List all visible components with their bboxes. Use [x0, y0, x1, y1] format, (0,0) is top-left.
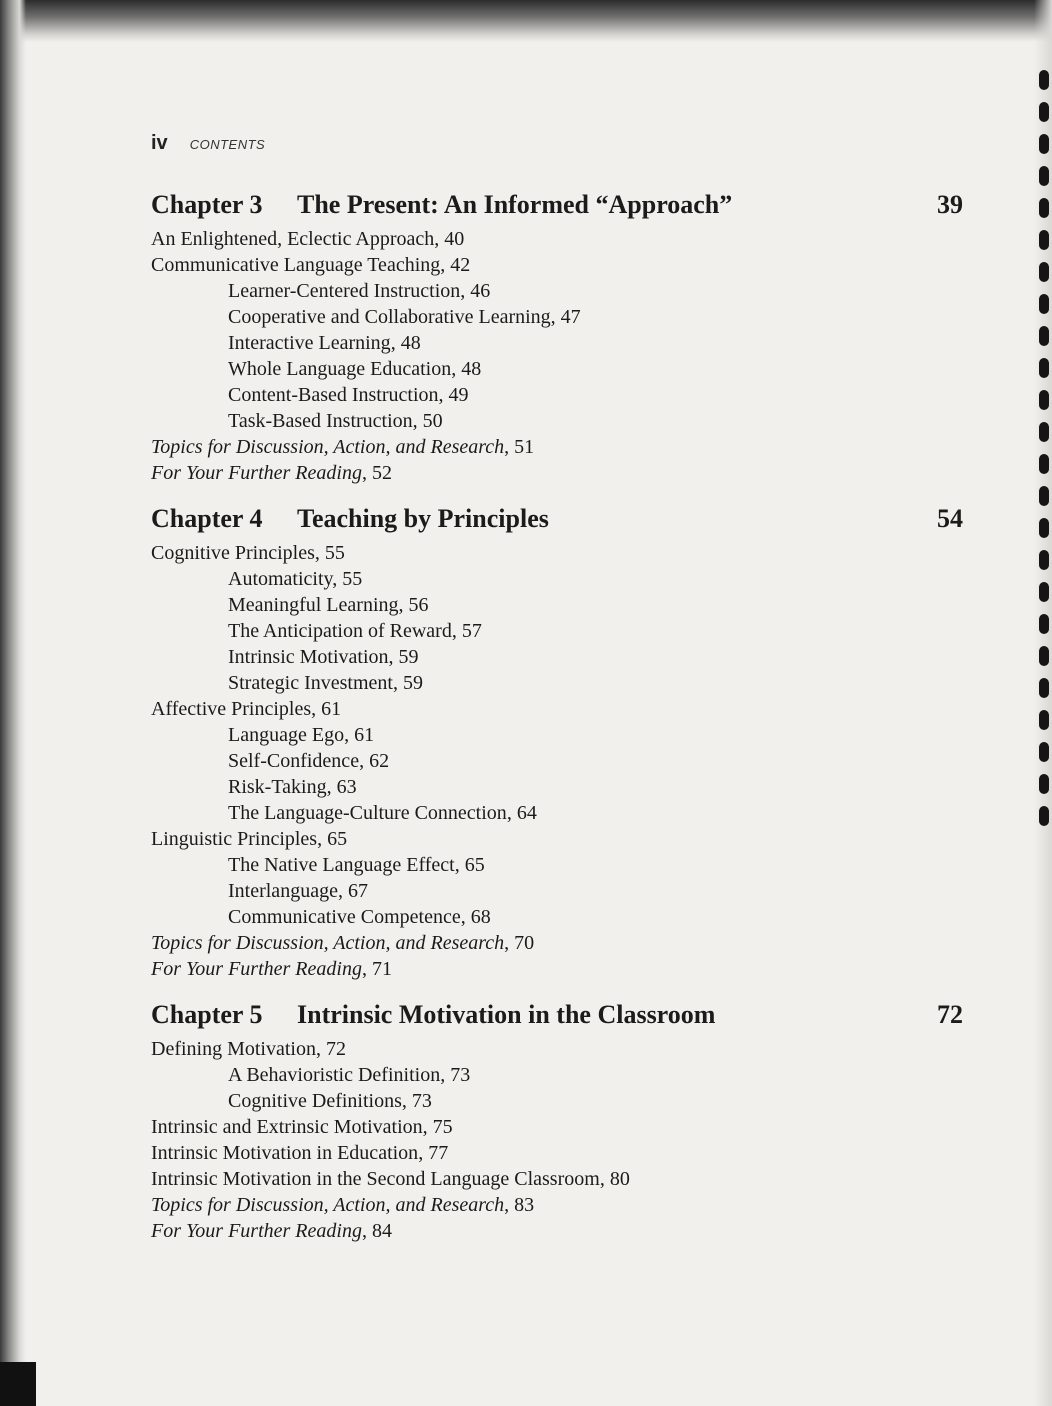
toc-entry-title: Automaticity: [228, 568, 333, 590]
toc-entry: Language Ego, 61: [228, 724, 375, 746]
toc-entry-title: Communicative Competence: [228, 906, 461, 928]
toc-entry-page-number: 48: [461, 358, 482, 380]
toc-entry: Cooperative and Collaborative Learning, 47: [228, 306, 581, 328]
chapter-section: [151, 502, 963, 982]
toc-entry-title: Whole Language Education: [228, 358, 452, 380]
toc-entry: Task-Based Instruction, 50: [228, 410, 443, 432]
toc-entry-page-number: 47: [560, 306, 581, 328]
toc-entry-title: Self-Confidence: [228, 750, 360, 772]
toc-entry: Cognitive Definitions, 73: [228, 1090, 432, 1112]
toc-entry-title: Cooperative and Collaborative Learning: [228, 306, 551, 328]
toc-entry-title: Intrinsic Motivation in Education: [151, 1142, 419, 1164]
toc-entry: Interactive Learning, 48: [228, 332, 421, 354]
binding-hole: [1039, 454, 1049, 474]
toc-entry: The Native Language Effect, 65: [228, 854, 485, 876]
binding-hole: [1039, 518, 1049, 538]
binding-hole: [1039, 294, 1049, 314]
binding-hole: [1039, 422, 1049, 442]
toc-entry-title: Meaningful Learning: [228, 594, 399, 616]
toc-entry-page-number: 83: [514, 1194, 535, 1216]
chapter-section: [151, 998, 963, 1244]
toc-entry: Cognitive Principles, 55: [151, 542, 345, 564]
toc-entry-title: Topics for Discussion, Action, and Research: [151, 1194, 505, 1216]
toc-entry-page-number: 72: [325, 1038, 346, 1060]
toc-entry: For Your Further Reading, 52: [151, 462, 392, 484]
binding-hole: [1039, 678, 1049, 698]
toc-entry-page-number: 49: [448, 384, 469, 406]
chapter-heading: [151, 502, 963, 536]
chapter-page-number: 54: [937, 504, 963, 533]
toc-entry-title: Topics for Discussion, Action, and Research: [151, 436, 505, 458]
binding-hole: [1039, 742, 1049, 762]
toc-entry: For Your Further Reading, 71: [151, 958, 392, 980]
toc-entry-title: An Enlightened, Eclectic Approach: [151, 228, 435, 250]
toc-entry-page-number: 68: [470, 906, 491, 928]
toc-entry-page-number: 71: [371, 958, 392, 980]
chapter-page-number: 72: [937, 1000, 963, 1029]
toc-entry: Content-Based Instruction, 49: [228, 384, 469, 406]
toc-entry-title: For Your Further Reading: [151, 1220, 362, 1242]
toc-entry-title: The Native Language Effect: [228, 854, 455, 876]
binding-hole: [1039, 486, 1049, 506]
toc-entry-title: Topics for Discussion, Action, and Research: [151, 932, 505, 954]
toc-entry-page-number: 52: [371, 462, 392, 484]
toc-entry: Self-Confidence, 62: [228, 750, 390, 772]
binding-hole: [1039, 326, 1049, 346]
table-of-contents: [151, 188, 963, 1260]
toc-entry: Communicative Competence, 68: [228, 906, 491, 928]
chapter-label: Chapter 4: [151, 504, 263, 533]
toc-entry-page-number: 61: [354, 724, 375, 746]
toc-entry-title: Intrinsic Motivation: [228, 646, 389, 668]
toc-entry: Learner-Centered Instruction, 46: [228, 280, 491, 302]
toc-entry: Topics for Discussion, Action, and Research, 83: [151, 1194, 535, 1216]
toc-entry: Intrinsic and Extrinsic Motivation, 75: [151, 1116, 453, 1138]
binding-hole: [1039, 358, 1049, 378]
toc-entry-title: Linguistic Principles: [151, 828, 318, 850]
toc-entry-title: Strategic Investment: [228, 672, 393, 694]
chapter-label: Chapter 3: [151, 190, 263, 219]
toc-entry-page-number: 65: [464, 854, 485, 876]
toc-entry-page-number: 77: [428, 1142, 449, 1164]
toc-entry-title: Risk-Taking: [228, 776, 327, 798]
toc-entry-page-number: 73: [411, 1090, 432, 1112]
running-header: [151, 132, 265, 155]
chapter-title: Teaching by Principles: [297, 504, 549, 533]
chapter-title: The Present: An Informed “Approach”: [297, 190, 733, 219]
toc-entry-page-number: 59: [402, 672, 423, 694]
toc-entry: Topics for Discussion, Action, and Research, 51: [151, 436, 535, 458]
toc-entry-title: Interlanguage: [228, 880, 338, 902]
binding-hole: [1039, 646, 1049, 666]
toc-entry: Intrinsic Motivation in Education, 77: [151, 1142, 449, 1164]
binding-hole: [1039, 134, 1049, 154]
toc-entry-page-number: 57: [461, 620, 482, 642]
binding-hole: [1039, 166, 1049, 186]
toc-entry-page-number: 55: [324, 542, 345, 564]
toc-entry: Intrinsic Motivation in the Second Language Classroom, 80: [151, 1168, 630, 1190]
binding-hole: [1039, 230, 1049, 250]
toc-entry-page-number: 51: [514, 436, 535, 458]
toc-entry: Intrinsic Motivation, 59: [228, 646, 419, 668]
toc-entry-title: Interactive Learning: [228, 332, 391, 354]
binding-hole: [1039, 198, 1049, 218]
binding-hole: [1039, 262, 1049, 282]
toc-entry-page-number: 70: [514, 932, 535, 954]
toc-entry-page-number: 50: [422, 410, 443, 432]
toc-entry-title: For Your Further Reading: [151, 958, 362, 980]
toc-entry-page-number: 48: [400, 332, 421, 354]
binding-hole: [1039, 70, 1049, 90]
toc-entry-page-number: 80: [609, 1168, 630, 1190]
toc-entry-title: Communicative Language Teaching: [151, 254, 441, 276]
toc-entry-title: Learner-Centered Instruction: [228, 280, 461, 302]
toc-entry-page-number: 64: [516, 802, 537, 824]
toc-entry: The Anticipation of Reward, 57: [228, 620, 482, 642]
toc-entry: Risk-Taking, 63: [228, 776, 357, 798]
toc-entry-title: Intrinsic Motivation in the Second Language Classroom: [151, 1168, 600, 1190]
toc-entry-title: Task-Based Instruction: [228, 410, 413, 432]
binding-hole: [1039, 550, 1049, 570]
toc-entry-page-number: 56: [408, 594, 429, 616]
binding-hole: [1039, 710, 1049, 730]
toc-entry-page-number: 75: [432, 1116, 453, 1138]
toc-entry-page-number: 67: [347, 880, 368, 902]
toc-entry-title: For Your Further Reading: [151, 462, 362, 484]
toc-entry-title: Content-Based Instruction: [228, 384, 439, 406]
binding-hole: [1039, 774, 1049, 794]
toc-entry-page-number: 40: [444, 228, 465, 250]
running-head-title: CONTENTS: [189, 137, 266, 152]
toc-entry-title: Cognitive Definitions: [228, 1090, 402, 1112]
toc-entry-page-number: 65: [327, 828, 348, 850]
toc-entry-page-number: 59: [398, 646, 419, 668]
chapter-title: Intrinsic Motivation in the Classroom: [297, 1000, 716, 1029]
toc-entry-page-number: 62: [369, 750, 390, 772]
scan-shadow-top: [0, 0, 1052, 42]
chapter-heading: [151, 188, 963, 222]
toc-entry-page-number: 84: [371, 1220, 392, 1242]
toc-entry: Communicative Language Teaching, 42: [151, 254, 471, 276]
toc-entry-page-number: 61: [321, 698, 342, 720]
toc-entry-title: A Behavioristic Definition: [228, 1064, 441, 1086]
toc-entry-page-number: 42: [450, 254, 471, 276]
scan-shadow-left: [0, 0, 26, 1406]
toc-entry: Linguistic Principles, 65: [151, 828, 348, 850]
binding-hole: [1039, 806, 1049, 826]
toc-entry-title: Language Ego: [228, 724, 345, 746]
chapter-heading: [151, 998, 963, 1032]
toc-entry: The Language-Culture Connection, 64: [228, 802, 537, 824]
binding-hole: [1039, 582, 1049, 602]
binding-hole: [1039, 102, 1049, 122]
toc-entry-page-number: 55: [342, 568, 363, 590]
binding-hole: [1039, 390, 1049, 410]
toc-entry: Interlanguage, 67: [228, 880, 368, 902]
toc-entry: A Behavioristic Definition, 73: [228, 1064, 471, 1086]
chapter-label: Chapter 5: [151, 1000, 263, 1029]
toc-entry-title: Cognitive Principles: [151, 542, 315, 564]
toc-entry: Strategic Investment, 59: [228, 672, 423, 694]
toc-entry-title: The Anticipation of Reward: [228, 620, 452, 642]
toc-entry: An Enlightened, Eclectic Approach, 40: [151, 228, 465, 250]
toc-entry-page-number: 73: [450, 1064, 471, 1086]
scan-shadow-corner: [0, 1362, 36, 1406]
binding-hole: [1039, 614, 1049, 634]
toc-entry: Defining Motivation, 72: [151, 1038, 346, 1060]
toc-entry-title: The Language-Culture Connection: [228, 802, 507, 824]
chapter-page-number: 39: [937, 190, 963, 219]
toc-entry: Meaningful Learning, 56: [228, 594, 429, 616]
toc-entry-page-number: 63: [336, 776, 357, 798]
toc-entry: Automaticity, 55: [228, 568, 363, 590]
toc-entry-title: Affective Principles: [151, 698, 312, 720]
toc-entry-title: Defining Motivation: [151, 1038, 316, 1060]
toc-entry: For Your Further Reading, 84: [151, 1220, 392, 1242]
chapter-section: [151, 188, 963, 486]
toc-entry-title: Intrinsic and Extrinsic Motivation: [151, 1116, 423, 1138]
toc-entry: Topics for Discussion, Action, and Research, 70: [151, 932, 535, 954]
page-number: iv: [151, 132, 168, 154]
toc-entry: Affective Principles, 61: [151, 698, 342, 720]
toc-entry-page-number: 46: [470, 280, 491, 302]
toc-entry: Whole Language Education, 48: [228, 358, 482, 380]
